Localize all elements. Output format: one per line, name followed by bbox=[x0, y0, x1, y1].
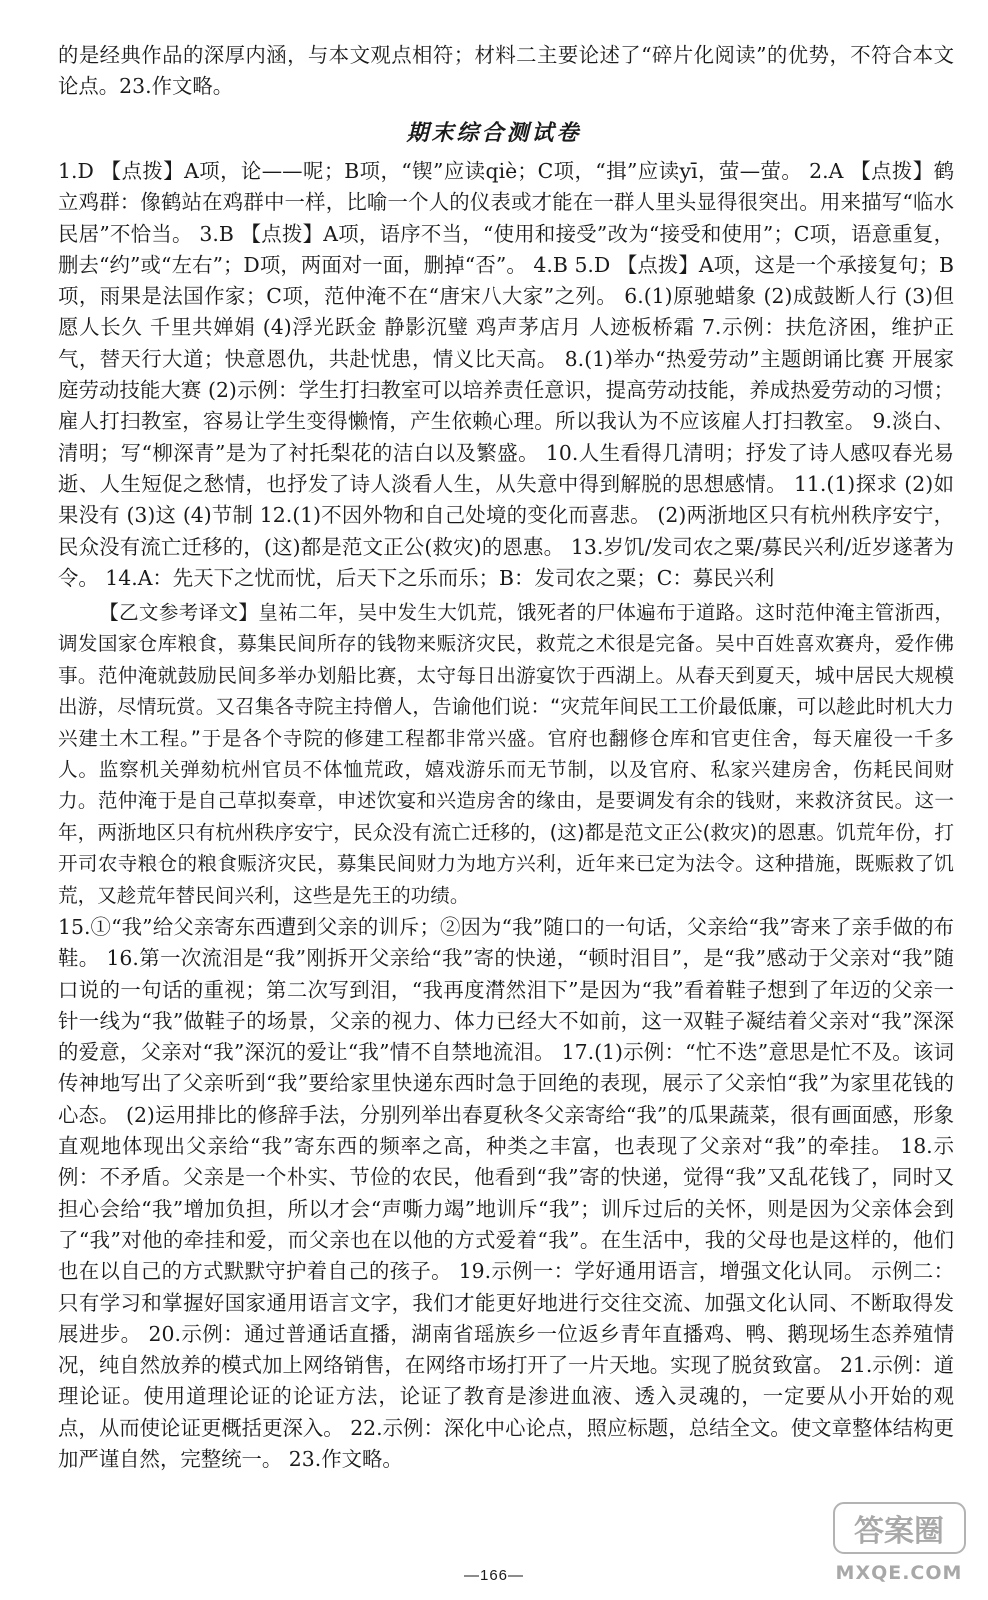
watermark-logo-icon bbox=[832, 1497, 967, 1585]
previous-answers-tail: 的是经典作品的深厚内涵，与本文观点相符；材料二主要论述了“碎片化阅读”的优势，不符合本文论点。23.作文略。 bbox=[58, 43, 954, 99]
watermark-text: 答案圈 bbox=[854, 1514, 944, 1549]
watermark-url: MXQE.COM bbox=[835, 1562, 963, 1584]
exam-title: 期末综合测试卷 bbox=[406, 120, 582, 146]
page-number: —166— bbox=[463, 1567, 525, 1584]
answers-section-2: 15.①“我”给父亲寄东西遭到父亲的训斥；②因为“我”随口的一句话，父亲给“我”寄来了亲手做的布鞋。 16.第一次流泪是“我”刚拆开父亲给“我”寄的快递，“顿时泪目”，是“我”感动于父亲对“我”随口说的一句话的重视；第二次写到泪，“我再度潸然泪下”是因为“我”看着鞋子想到了年迈的父亲一针一线为“我”做鞋子的场景，父亲的视力、体力已经大不如前，这一双鞋子凝结着父亲对“我”深深的爱意，父亲对“我”深沉的爱让“我”情不自禁地流泪。 17.(1)示例：“忙不迭”意思是忙不及。该词传神地写出了父亲听到“我”要给家里快递东西时急于回绝的表现，展示了父亲怕“我”为家里花钱的心态。 (2)运用排比的修辞手法，分别列举出春夏秋冬父亲寄给“我”的瓜果蔬菜，很有画面感，形象直观地体现出父亲给“我”寄东西的频率之高，种类之丰富，也表现了父亲对“我”的牵挂。 18.示例：不矛盾。父亲是一个朴实、节俭的农民，他看到“我”寄的快递，觉得“我”又乱花钱了，同时又担心会给“我”增加负担，所以才会“声嘶力竭”地训斥“我”；训斥过后的关怀，则是因为父亲体会到了“我”对他的牵挂和爱，而父亲也在以他的方式爱着“我”。在生活中，我的父母也是这样的，他们也在以自己的方式默默守护着自己的孩子。 19.示例一：学好通用语言，增强文化认同。 示例二：只有学习和掌握好国家通用语言文字，我们才能更好地进行交往交流、加强文化认同、不断取得发展进步。 20.示例：通过普通话直播，湖南省瑶族乡一位返乡青年直播鸡、鸭、鹅现场生态养殖情况，纯自然放养的模式加上网络销售，在网络市场打开了一片天地。实现了脱贫致富。 21.示例：道理论证。使用道理论证的论证方法，论证了教育是渗进血液、透入灵魂的，一定要从小开始的观点，从而使论证更概括更深入。 22.示例：深化中心论点，照应标题，总结全文。使文章整体结构更加严谨自然，完整统一。 23.作文略。 bbox=[58, 915, 954, 1472]
answers-section-1: 1.D 【点拨】A项，论——呢；B项，“锲”应读qiè；C项，“揖”应读yī，萤—萤。 2.A 【点拨】鹤立鸡群：像鹤站在鸡群中一样，比喻一个人的仪表或才能在一群人里头显得很突出。用来描写“临水民居”不恰当。 3.B 【点拨】A项，语序不当，“使用和接受”改为“接受和使用”；C项，语意重复，删去“约”或“左右”；D项，两面对一面，删掉“否”。 4.B 5.D 【点拨】A项，这是一个承接复句；B项，雨果是法国作家；C项，范仲淹不在“唐宋八大家”之列。 6.(1)原驰蜡象 (2)成鼓断人行 (3)但愿人长久 千里共婵娟 (4)浮光跃金 静影沉璧 鸡声茅店月 人迹板桥霜 7.示例：扶危济困，维护正气，替天行大道；快意恩仇，共赴忧患，情义比天高。 8.(1)举办“热爱劳动”主题朗诵比赛 开展家庭劳动技能大赛 (2)示例：学生打扫教室可以培养责任意识，提高劳动技能，养成热爱劳动的习惯；雇人打扫教室，容易让学生变得懒惰，产生依赖心理。所以我认为不应该雇人打扫教室。 9.淡白、清明；写“柳深青”是为了衬托梨花的洁白以及繁盛。 10.人生看得几清明；抒发了诗人感叹春光易逝、人生短促之愁情，也抒发了诗人淡看人生，从失意中得到解脱的思想感情。 11.(1)探求 (2)如果没有 (3)这 (4)节制 12.(1)不因外物和自己处境的变化而喜悲。 (2)两浙地区只有杭州秩序安宁，民众没有流亡迁移的，(这)都是范文正公(救灾)的恩惠。 13.岁饥/发司农之粟/募民兴利/近岁遂著为令。 14.A：先天下之忧而忧，后天下之乐而乐；B：发司农之粟；C：募民兴利 bbox=[58, 159, 954, 590]
reference-translation: 【乙文参考译文】皇祐二年，吴中发生大饥荒，饿死者的尸体遍布于道路。这时范仲淹主管浙西，调发国家仓库粮食，募集民间所存的钱物来赈济灾民，救荒之术很是完备。吴中百姓喜欢赛舟，爱作佛事。范仲淹就鼓励民间多举办划船比赛，太守每日出游宴饮于西湖上。从春天到夏天，城中居民大规模出游，尽情玩赏。又召集各寺院主持僧人，告谕他们说：“灾荒年间民工工价最低廉，可以趁此时机大力兴建土木工程。”于是各个寺院的修建工程都非常兴盛。官府也翻修仓库和官吏住舍，每天雇役一千多人。监察机关弹劾杭州官员不体恤荒政，嬉戏游乐而无节制，以及官府、私家兴建房舍，伤耗民间财力。范仲淹于是自己草拟奏章，申述饮宴和兴造房舍的缘由，是要调发有余的钱财，来救济贫民。这一年，两浙地区只有杭州秩序安宁，民众没有流亡迁移的，(这)都是范文正公(救灾)的恩惠。饥荒年份，打开司农寺粮仓的粮食赈济灾民，募集民间财力为地方兴利，近年来已定为法令。这种措施，既赈救了饥荒，又趁荒年替民间兴利，这些是先王的功绩。 bbox=[58, 601, 954, 907]
